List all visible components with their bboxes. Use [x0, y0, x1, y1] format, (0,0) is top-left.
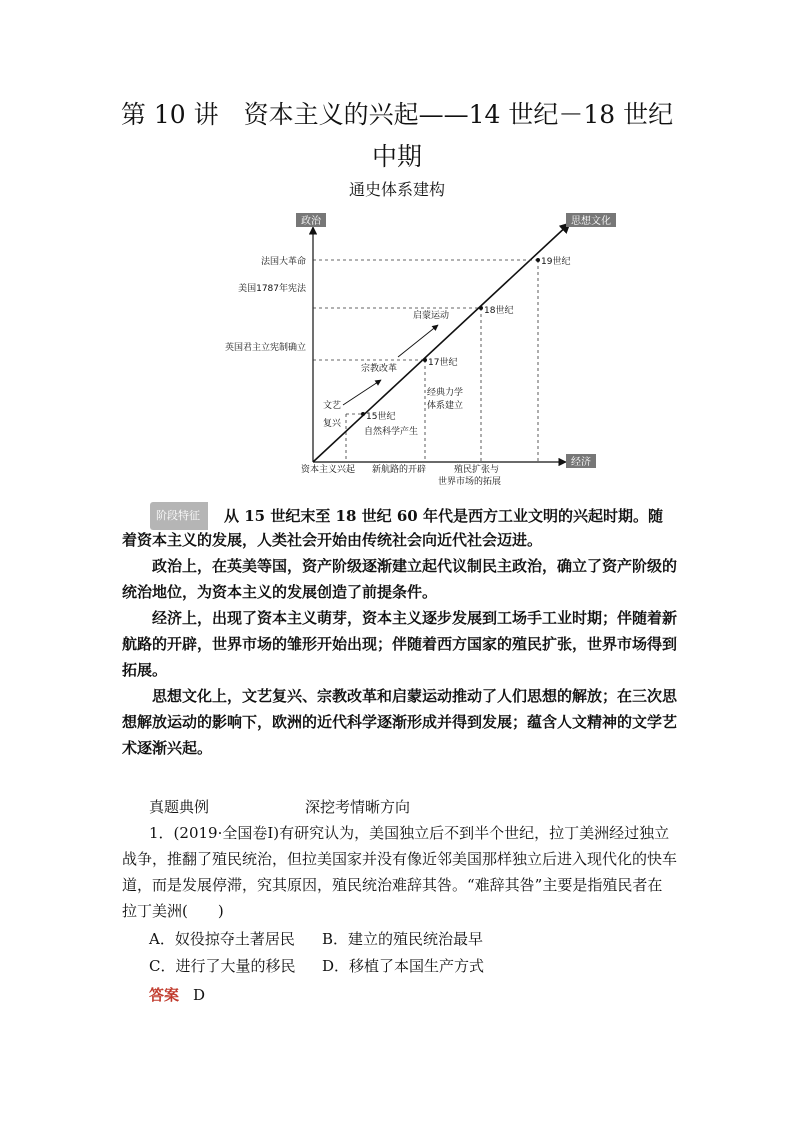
stage-politics: 政治上，在英美等国，资产阶级逐渐建立起代议制民主政治，确立了资产阶级的统治地位，为资本主义的发展创造了前提条件。: [122, 557, 678, 601]
question-text: 1．(2019·全国卷Ⅰ)有研究认为，美国独立后不到半个世纪，拉丁美洲经过独立战争，推翻了殖民统治，但拉美国家并没有像近邻美国那样独立后进入现代化的快车道，而是发展停滞，究其原因，殖民统治难辞其咎。“难辞其咎”主要是指殖民者在拉丁美洲( ): [122, 824, 678, 920]
label-us-constitution: 美国1787年宪法: [238, 284, 306, 294]
example-header-right: 深挖考情晰方向: [305, 798, 411, 816]
label-english-monarchy: 英国君主立宪制确立: [224, 343, 306, 353]
economy-label: 经济: [571, 457, 591, 468]
bottom-new-routes: 新航路的开辟: [372, 465, 427, 475]
note-science: 自然科学产生: [364, 427, 419, 437]
example-header-left: 真题典例: [149, 798, 210, 816]
bottom-capitalism-rise: 资本主义兴起: [301, 465, 356, 475]
stage-badge: 阶段特征: [150, 502, 208, 530]
event-enlightenment: 启蒙运动: [413, 311, 450, 321]
event-renaissance-1: 文艺: [323, 401, 342, 411]
option-b: B．建立的殖民统治最早: [322, 930, 484, 948]
stage-economy: 经济上，出现了资本主义萌芽，资本主义逐步发展到工场手工业时期；伴随着新航路的开辟，世界市场的雏形开始出现；伴随着西方国家的殖民扩张，世界市场得到拓展。: [122, 609, 678, 679]
option-d: D．移植了本国生产方式: [322, 957, 485, 975]
note-mechanics-1: 经典力学: [427, 388, 464, 398]
point-18c: [479, 306, 483, 310]
section-subtitle: 通史体系建构: [348, 180, 445, 199]
page-title-continued: 中期: [371, 142, 422, 171]
point-label-18c: 18世纪: [484, 306, 514, 316]
option-a: A．奴役掠夺土著居民: [149, 930, 295, 948]
stage-intro: [150, 502, 680, 530]
stage-intro-line1: 从 15 世纪末至 18 世纪 60 年代是西方工业文明的兴起时期。随: [224, 507, 663, 525]
point-label-15c: 15世纪: [366, 412, 396, 422]
label-french-revolution: 法国大革命: [260, 257, 306, 267]
point-label-17c: 17世纪: [428, 358, 458, 368]
answer-line: [149, 984, 205, 1005]
bottom-colonial-2: 世界市场的拓展: [438, 477, 502, 487]
note-mechanics-2: 体系建立: [427, 401, 464, 411]
answer-label: 答案: [149, 986, 180, 1004]
point-17c: [423, 358, 427, 362]
point-label-19c: 19世纪: [541, 257, 571, 267]
event-renaissance-2: 复兴: [323, 419, 342, 429]
answer-value: D: [193, 986, 206, 1004]
event-reformation: 宗教改革: [361, 364, 398, 374]
stage-culture: 思想文化上，文艺复兴、宗教改革和启蒙运动推动了人们思想的解放；在三次思想解放运动的影响下，欧洲的近代科学逐渐形成并得到发展；蕴含人文精神的文学艺术逐渐兴起。: [122, 687, 678, 757]
point-15c: [361, 412, 365, 416]
option-c: C．进行了大量的移民: [149, 957, 296, 975]
page-title: 第 10 讲 资本主义的兴起——14 世纪－18 世纪: [120, 100, 674, 129]
bottom-colonial-1: 殖民扩张与: [454, 465, 500, 475]
politics-label: 政治: [301, 216, 321, 227]
culture-label: 思想文化: [571, 216, 611, 227]
point-19c: [536, 258, 540, 262]
stage-intro-line2: 着资本主义的发展，人类社会开始由传统社会向近代社会迈进。: [122, 531, 543, 549]
history-framework-diagram: [198, 205, 622, 490]
diagonal-axis: [313, 223, 570, 462]
